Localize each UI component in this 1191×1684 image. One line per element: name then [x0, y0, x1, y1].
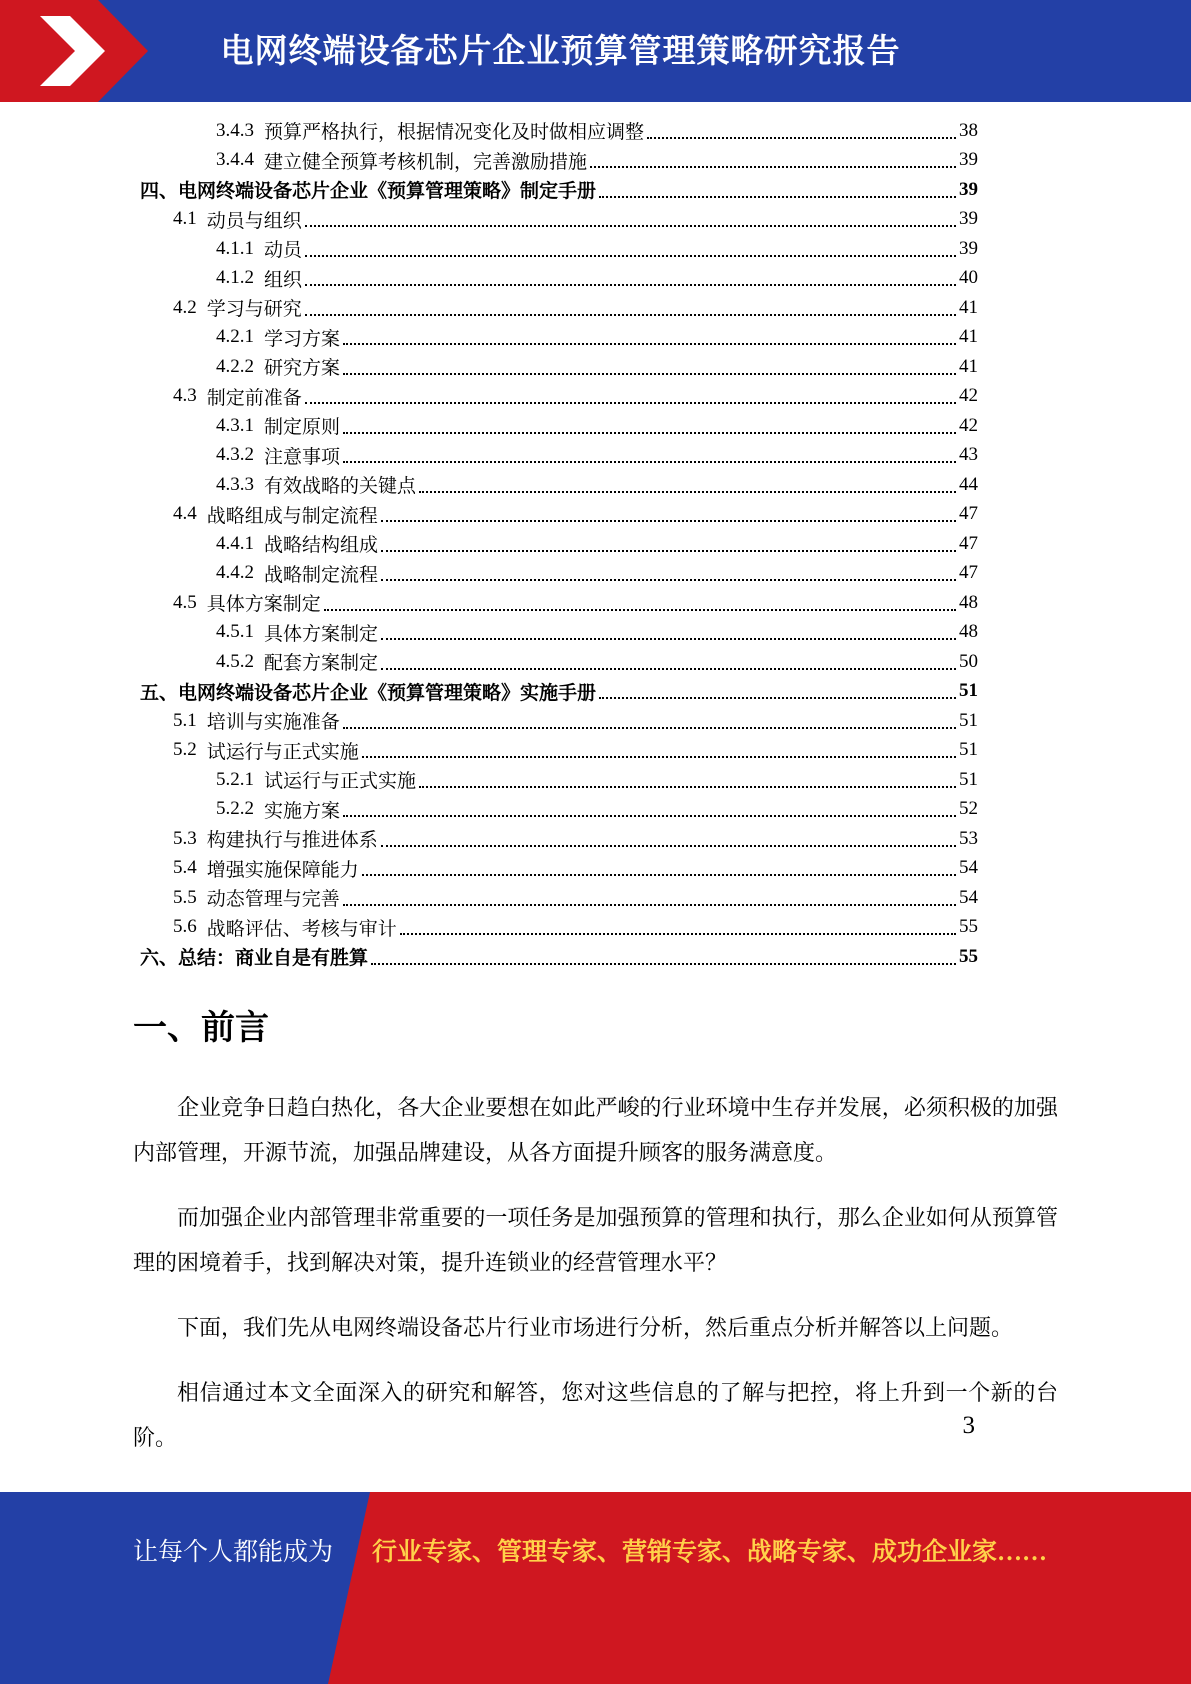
toc-entry-number: 四、 [140, 181, 179, 203]
toc-leader-dots [305, 314, 956, 316]
toc-page-number: 44 [959, 473, 978, 495]
toc-leader-dots [343, 373, 956, 375]
toc-entry-label: 具体方案制定 [206, 594, 321, 616]
toc-entry-label: 战略结构组成 [264, 535, 379, 557]
toc-entry-number: 3.4.3 [216, 119, 254, 141]
paragraph: 下面，我们先从电网终端设备芯片行业市场进行分析，然后重点分析并解答以上问题。 [177, 1315, 1014, 1340]
toc-entry-label: 电网终端设备芯片企业《预算管理策略》制定手册 [178, 181, 597, 203]
toc-entry[interactable] [140, 883, 978, 913]
toc-entry-number: 5.2 [173, 739, 197, 761]
toc-entry-number: 六、 [140, 948, 179, 970]
toc-leader-dots [647, 137, 956, 139]
toc-page-number: 47 [959, 503, 978, 525]
toc-leader-dots [590, 166, 956, 168]
toc-entry[interactable] [140, 382, 978, 412]
toc-leader-dots [419, 786, 956, 788]
toc-page-number: 42 [959, 414, 978, 436]
toc-leader-dots [324, 609, 956, 611]
toc-entry-label: 培训与实施准备 [206, 712, 340, 734]
toc-entry-number: 5.2.1 [216, 768, 254, 790]
toc-entry[interactable] [140, 736, 978, 766]
page-footer [0, 1492, 1191, 1684]
toc-page-number: 42 [959, 385, 978, 407]
toc-page-number: 39 [959, 149, 978, 171]
page-number: 3 [962, 1412, 975, 1439]
toc-entry[interactable] [140, 588, 978, 618]
footer-slogan-right: 行业专家、管理专家、营销专家、战略专家、成功企业家…… [372, 1539, 1048, 1566]
toc-leader-dots [343, 904, 956, 906]
toc-entry[interactable] [140, 618, 978, 648]
toc-entry-number: 4.3 [173, 385, 197, 407]
toc-leader-dots [305, 402, 956, 404]
toc-entry[interactable] [140, 824, 978, 854]
paragraph: 企业竞争日趋白热化，各大企业要想在如此严峻的行业环境中生存并发展，必须积极的加强内部管理，开源节流，加强品牌建设，从各方面提升顾客的服务满意度。 [133, 1095, 1058, 1165]
toc-leader-dots [400, 933, 956, 935]
toc-page-number: 39 [959, 237, 978, 259]
toc-leader-dots [343, 461, 956, 463]
toc-entry[interactable] [140, 500, 978, 530]
toc-page-number: 48 [959, 621, 978, 643]
toc-entry-number: 5.3 [173, 827, 197, 849]
toc-entry-label: 学习与研究 [206, 299, 302, 321]
toc-page-number: 51 [959, 709, 978, 731]
toc-entry-label: 电网终端设备芯片企业《预算管理策略》实施手册 [178, 682, 597, 704]
toc-entry-number: 4.3.1 [216, 414, 254, 436]
toc-entry-number: 4.4.1 [216, 532, 254, 554]
toc-leader-dots [599, 196, 956, 198]
toc-page-number: 47 [959, 532, 978, 554]
toc-page-number: 52 [959, 798, 978, 820]
toc-page-number: 53 [959, 827, 978, 849]
toc-leader-dots [343, 815, 956, 817]
toc-entry-number: 5.2.2 [216, 798, 254, 820]
toc-leader-dots [381, 845, 956, 847]
toc-entry-label: 总结：商业自是有胜算 [178, 948, 369, 970]
toc-leader-dots [305, 255, 956, 257]
toc-entry[interactable] [140, 175, 978, 205]
toc-entry[interactable] [140, 323, 978, 353]
paragraph: 而加强企业内部管理非常重要的一项任务是加强预算的管理和执行，那么企业如何从预算管理的困境着手，找到解决对策，提升连锁业的经营管理水平？ [133, 1205, 1058, 1275]
toc-page-number: 41 [959, 355, 978, 377]
toc-entry-number: 4.3.3 [216, 473, 254, 495]
toc-entry-number: 4.4 [173, 503, 197, 525]
toc-entry-number: 5.6 [173, 916, 197, 938]
toc-entry-number: 4.1.2 [216, 267, 254, 289]
toc-entry[interactable] [140, 795, 978, 825]
toc-leader-dots [381, 550, 956, 552]
toc-entry-label: 战略评估、考核与审计 [206, 918, 397, 940]
toc-entry-number: 4.2.2 [216, 355, 254, 377]
toc-page-number: 47 [959, 562, 978, 584]
toc-entry-number: 5.4 [173, 857, 197, 879]
toc-entry-label: 增强实施保障能力 [206, 859, 359, 881]
toc-entry[interactable] [140, 411, 978, 441]
footer-slogan-left: 让每个人都能成为 [133, 1538, 334, 1566]
toc-entry-label: 组织 [264, 269, 303, 291]
toc-leader-dots [362, 874, 956, 876]
toc-leader-dots [305, 225, 956, 227]
toc-entry-number: 4.3.2 [216, 444, 254, 466]
toc-leader-dots [371, 963, 956, 965]
toc-entry-number: 4.5 [173, 591, 197, 613]
toc-entry-label: 建立健全预算考核机制，完善激励措施 [264, 151, 588, 173]
toc-entry[interactable] [140, 146, 978, 176]
toc-page-number: 55 [959, 945, 978, 967]
toc-entry[interactable] [140, 942, 978, 972]
toc-entry-label: 试运行与正式实施 [264, 771, 417, 793]
toc-page-number: 41 [959, 296, 978, 318]
toc-page-number: 54 [959, 886, 978, 908]
toc-entry-label: 战略组成与制定流程 [206, 505, 378, 527]
toc-entry[interactable] [140, 352, 978, 382]
toc-entry-number: 五、 [140, 682, 179, 704]
toc-leader-dots [305, 284, 956, 286]
toc-page-number: 43 [959, 444, 978, 466]
toc-entry-number: 4.2 [173, 296, 197, 318]
toc-entry[interactable] [140, 677, 978, 707]
toc-leader-dots [362, 756, 956, 758]
toc-entry-label: 构建执行与推进体系 [206, 830, 378, 852]
toc-entry[interactable] [140, 529, 978, 559]
toc-entry-label: 有效战略的关键点 [264, 476, 417, 498]
toc-entry-label: 具体方案制定 [264, 623, 379, 645]
toc-entry-label: 动态管理与完善 [206, 889, 340, 911]
toc-page-number: 55 [959, 916, 978, 938]
toc-leader-dots [381, 638, 956, 640]
toc-entry-label: 实施方案 [264, 800, 341, 822]
toc-entry[interactable] [140, 293, 978, 323]
toc-entry-number: 4.2.1 [216, 326, 254, 348]
toc-entry-label: 预算严格执行，根据情况变化及时做相应调整 [264, 122, 645, 144]
toc-entry-label: 研究方案 [264, 358, 341, 380]
toc-entry[interactable] [140, 264, 978, 294]
body-paragraphs [133, 1085, 1058, 1480]
toc-page-number: 39 [959, 208, 978, 230]
toc-page-number: 39 [959, 178, 978, 200]
toc-leader-dots [419, 491, 956, 493]
toc-page-number: 51 [959, 768, 978, 790]
toc-entry-label: 制定原则 [264, 417, 341, 439]
toc-entry-number: 5.1 [173, 709, 197, 731]
table-of-contents [140, 116, 978, 972]
section-heading: 一、前言 [133, 1009, 269, 1047]
toc-entry-number: 4.5.1 [216, 621, 254, 643]
toc-entry-label: 动员 [264, 240, 303, 262]
report-header [0, 0, 1191, 102]
toc-page-number: 51 [959, 680, 978, 702]
toc-entry-number: 4.1.1 [216, 237, 254, 259]
toc-entry-label: 注意事项 [264, 446, 341, 468]
toc-entry-label: 战略制定流程 [264, 564, 379, 586]
toc-leader-dots [381, 520, 956, 522]
toc-leader-dots [343, 432, 956, 434]
toc-leader-dots [343, 343, 956, 345]
report-title: 电网终端设备芯片企业预算管理策略研究报告 [220, 32, 901, 69]
toc-leader-dots [381, 668, 956, 670]
toc-entry-number: 3.4.4 [216, 149, 254, 171]
toc-entry-number: 4.5.2 [216, 650, 254, 672]
paragraph: 相信通过本文全面深入的研究和解答，您对这些信息的了解与把控，将上升到一个新的台阶。 [133, 1380, 1058, 1450]
toc-entry-number: 4.1 [173, 208, 197, 230]
toc-leader-dots [599, 697, 956, 699]
toc-page-number: 54 [959, 857, 978, 879]
toc-entry[interactable] [140, 205, 978, 235]
toc-entry-label: 试运行与正式实施 [206, 741, 359, 763]
toc-page-number: 40 [959, 267, 978, 289]
toc-entry[interactable] [140, 234, 978, 264]
toc-leader-dots [343, 727, 956, 729]
toc-entry[interactable] [140, 913, 978, 943]
toc-entry[interactable] [140, 559, 978, 589]
footer-red-band [0, 1492, 1191, 1684]
toc-entry-number: 4.4.2 [216, 562, 254, 584]
toc-page-number: 51 [959, 739, 978, 761]
toc-leader-dots [381, 579, 956, 581]
toc-entry[interactable] [140, 116, 978, 146]
toc-entry[interactable] [140, 765, 978, 795]
toc-page-number: 50 [959, 650, 978, 672]
toc-entry-label: 动员与组织 [206, 210, 302, 232]
toc-entry-label: 配套方案制定 [264, 653, 379, 675]
toc-entry-label: 制定前准备 [206, 387, 302, 409]
toc-entry-label: 学习方案 [264, 328, 341, 350]
toc-entry[interactable] [140, 441, 978, 471]
toc-page-number: 41 [959, 326, 978, 348]
toc-entry-number: 5.5 [173, 886, 197, 908]
toc-page-number: 48 [959, 591, 978, 613]
toc-entry[interactable] [140, 470, 978, 500]
toc-entry[interactable] [140, 706, 978, 736]
toc-page-number: 38 [959, 119, 978, 141]
toc-entry[interactable] [140, 854, 978, 884]
toc-entry[interactable] [140, 647, 978, 677]
